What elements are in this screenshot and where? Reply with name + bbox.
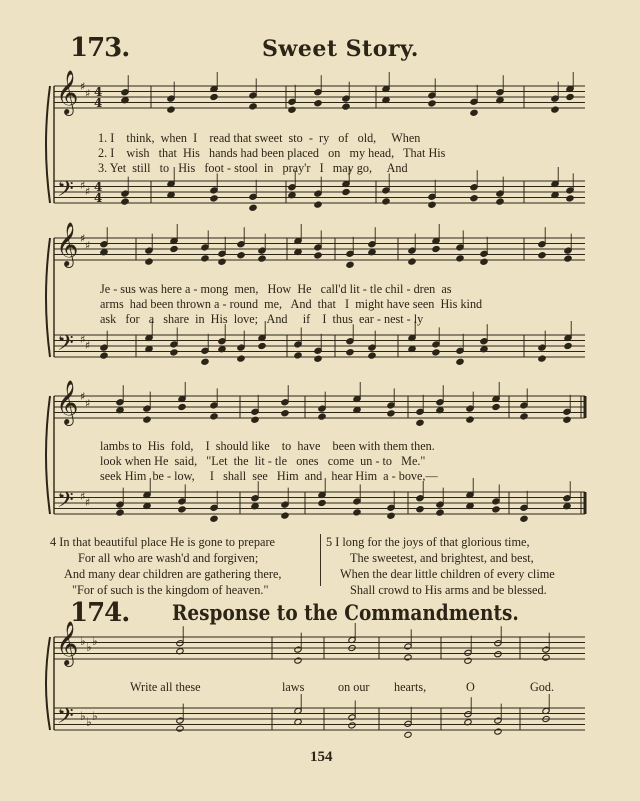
lyric-line: seek Him be - low, I shall see Him and hear Him a - bove,—	[100, 469, 438, 483]
note-head	[170, 349, 178, 356]
note-head	[428, 201, 436, 208]
verse-5	[326, 534, 555, 598]
system-2-lyrics	[100, 282, 482, 327]
note-head	[404, 654, 412, 661]
flat-icon: ♭	[80, 709, 86, 723]
bass-clef-icon: 𝄢	[57, 488, 74, 518]
treble-clef-icon: 𝄞	[56, 70, 79, 114]
sharp-icon: ♯	[80, 80, 86, 93]
verse-line: And many dear children are gathering there,	[64, 567, 282, 581]
note-head	[210, 413, 218, 420]
note-head	[314, 100, 322, 107]
time-signature: 4	[94, 85, 103, 99]
lyric-line: 2. I wish that His hands had been placed on my head, That His	[98, 146, 446, 160]
note-head	[176, 725, 184, 732]
note-head	[387, 512, 395, 519]
note-head	[249, 204, 257, 211]
note-head	[436, 509, 444, 516]
note-head	[563, 416, 571, 423]
note-head	[346, 349, 354, 356]
verse-line: For all who are wash'd and forgiven;	[78, 551, 259, 565]
note-head	[342, 103, 350, 110]
note-head	[100, 352, 108, 359]
note-head	[210, 515, 218, 522]
brace	[46, 86, 50, 203]
lyric-line: ask for a share in His love; And if I thus ear - nest - ly	[100, 312, 424, 326]
sharp-icon: ♯	[85, 239, 91, 252]
hymn-174-lyric: hearts,	[394, 680, 427, 694]
sharp-icon: ♯	[80, 390, 86, 403]
note-head	[145, 258, 153, 265]
hymn-174-number: 174.	[70, 598, 130, 628]
note-head	[408, 258, 416, 265]
note-head	[314, 355, 322, 362]
time-signature: 4	[94, 191, 103, 205]
lyric-line: lambs to His fold, I should like to have been with them then.	[100, 439, 435, 453]
hymn-173-number: 173.	[70, 33, 130, 63]
note-head	[542, 654, 550, 661]
note-head	[566, 195, 574, 202]
note-head	[382, 198, 390, 205]
flat-icon: ♭	[86, 715, 92, 729]
note-head	[520, 515, 528, 522]
hymn-174-title: Response to the Commandments.	[172, 600, 519, 625]
note-head	[210, 195, 218, 202]
note-head	[470, 109, 478, 116]
flat-icon: ♭	[92, 634, 98, 648]
hymn-174-lyric: Write all these	[130, 680, 201, 694]
flat-icon: ♭	[92, 709, 98, 723]
note-head	[551, 106, 559, 113]
note-head	[201, 358, 209, 365]
note-head	[249, 103, 257, 110]
sharp-icon: ♯	[80, 232, 86, 245]
lyric-line: 1. I think, when I read that sweet sto - ry of old, When	[98, 131, 421, 145]
note-head	[281, 512, 289, 519]
note-head	[492, 506, 500, 513]
bass-clef-icon: 𝄢	[57, 331, 74, 361]
note-head	[218, 258, 226, 265]
verse-4	[50, 534, 282, 598]
note-head	[288, 106, 296, 113]
verse-line: Shall crowd to His arms and be blessed.	[350, 583, 547, 597]
time-signature: 4	[94, 96, 103, 110]
note-head	[456, 358, 464, 365]
verse-line: "For of such is the kingdom of heaven."	[72, 583, 269, 597]
note-head	[201, 255, 209, 262]
bass-clef-icon: 𝄢	[57, 177, 74, 207]
treble-clef-icon: 𝄞	[56, 621, 79, 665]
note-head	[466, 416, 474, 423]
note-head	[342, 188, 350, 195]
note-head	[368, 352, 376, 359]
sharp-icon: ♯	[80, 490, 86, 503]
hymn-173-title: Sweet Story.	[262, 36, 419, 62]
note-head	[281, 410, 289, 417]
note-head	[404, 731, 412, 738]
note-head	[353, 509, 361, 516]
lyric-line: 3. Yet still to His foot - stool in pray'r I may go, And	[98, 161, 408, 175]
note-head	[318, 499, 326, 506]
sharp-icon: ♯	[80, 333, 86, 346]
verse-line: 4 In that beautiful place He is gone to prepare	[50, 535, 276, 549]
sharp-icon: ♯	[85, 339, 91, 352]
system-3-lyrics	[100, 439, 438, 484]
note-head	[494, 728, 502, 735]
lyric-line: Je - sus was here a - mong men, How He call'd lit - tle chil - dren as	[100, 282, 452, 296]
note-head	[432, 349, 440, 356]
note-head	[170, 245, 178, 252]
note-head	[346, 261, 354, 268]
note-head	[121, 198, 129, 205]
note-head	[314, 252, 322, 259]
note-head	[470, 195, 478, 202]
note-head	[566, 93, 574, 100]
sharp-icon: ♯	[80, 179, 86, 192]
sharp-icon: ♯	[85, 185, 91, 198]
note-head	[520, 413, 528, 420]
verse-line: When the dear little children of every clime	[340, 567, 555, 581]
treble-clef-icon: 𝄞	[56, 222, 79, 266]
note-head	[318, 413, 326, 420]
note-head	[432, 245, 440, 252]
flat-icon: ♭	[86, 640, 92, 654]
note-head	[167, 106, 175, 113]
note-head	[480, 258, 488, 265]
note-head	[294, 657, 302, 664]
note-head	[538, 252, 546, 259]
note-head	[178, 403, 186, 410]
note-head	[564, 255, 572, 262]
note-head	[210, 93, 218, 100]
flat-icon: ♭	[80, 634, 86, 648]
note-head	[314, 201, 322, 208]
hymn-174-lyric: on our	[338, 680, 370, 694]
note-head	[143, 416, 151, 423]
bass-clef-icon: 𝄢	[57, 704, 74, 734]
brace	[46, 396, 50, 514]
note-head	[416, 419, 424, 426]
note-head	[116, 509, 124, 516]
hymn-174-lyric: God.	[530, 680, 555, 694]
note-head	[428, 100, 436, 107]
note-head	[237, 355, 245, 362]
sharp-icon: ♯	[85, 87, 91, 100]
note-head	[464, 657, 472, 664]
note-head	[294, 352, 302, 359]
brace	[46, 637, 50, 730]
time-signature: 4	[94, 180, 103, 194]
note-head	[387, 410, 395, 417]
sharp-icon: ♯	[85, 496, 91, 509]
brace	[46, 238, 50, 357]
verse-line: 5 I long for the joys of that glorious time,	[326, 535, 530, 549]
verse-divider	[320, 534, 321, 586]
system-1-lyrics	[98, 131, 445, 176]
note-head	[496, 198, 504, 205]
note-head	[178, 506, 186, 513]
treble-clef-icon: 𝄞	[56, 380, 79, 424]
note-head	[416, 506, 424, 513]
lyric-line: arms had been thrown a - round me, And that I might have seen His kind	[100, 297, 483, 311]
hymn-174-lyric: laws	[282, 680, 305, 694]
lyric-line: look when He said, "Let the lit - tle ones come un - to Me."	[100, 454, 426, 468]
note-head	[564, 342, 572, 349]
note-head	[251, 416, 259, 423]
page-number: 154	[310, 749, 333, 765]
note-head	[348, 722, 356, 729]
note-head	[237, 252, 245, 259]
note-head	[538, 355, 546, 362]
sharp-icon: ♯	[85, 397, 91, 410]
verse-line: The sweetest, and brightest, and best,	[350, 551, 534, 565]
note-head	[258, 255, 266, 262]
hymn-174-lyric: O	[466, 680, 475, 694]
note-head	[258, 342, 266, 349]
note-head	[456, 255, 464, 262]
note-head	[492, 403, 500, 410]
note-head	[494, 651, 502, 658]
